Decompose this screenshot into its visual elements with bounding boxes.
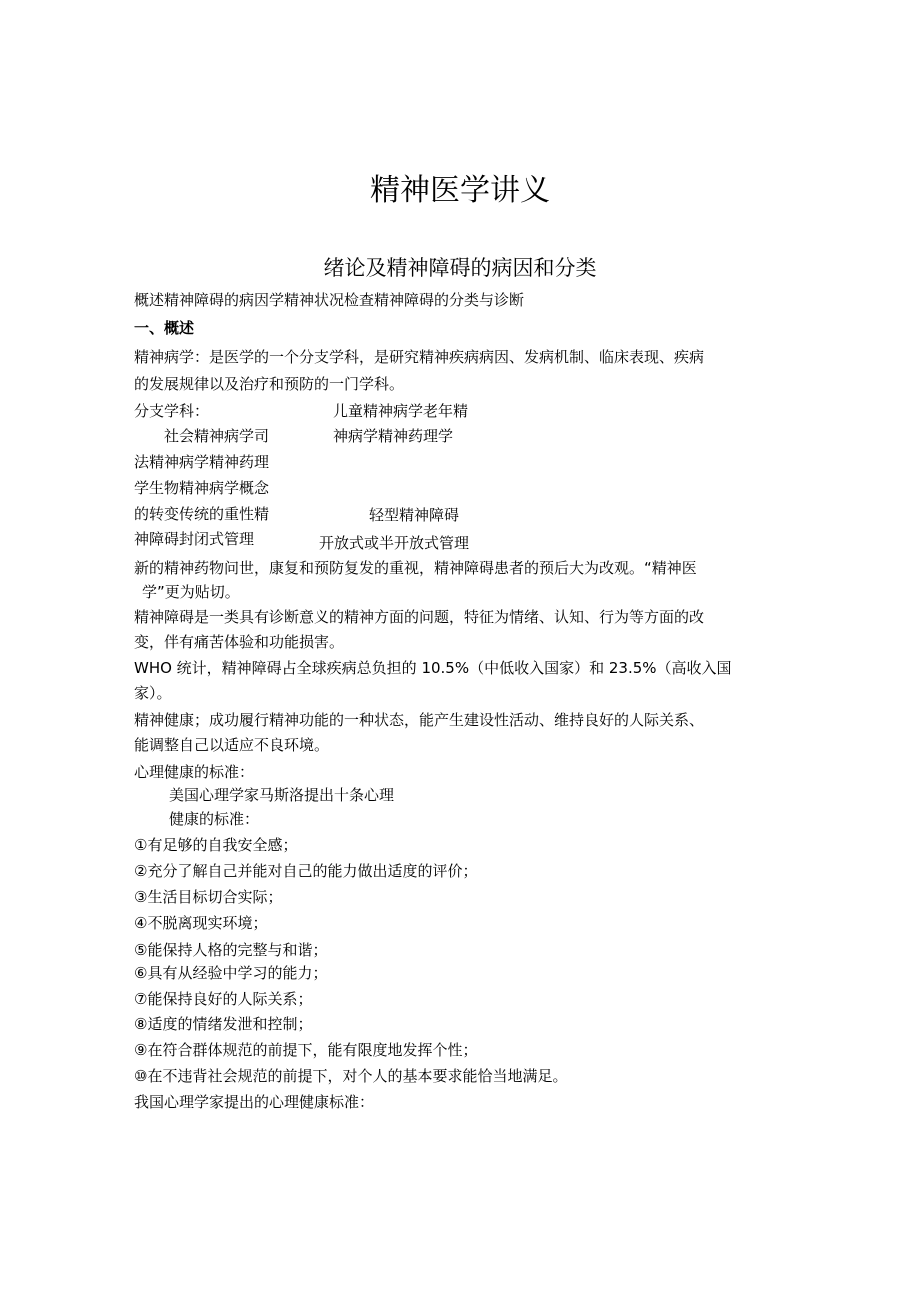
definition-line-1: 精神病学：是医学的一个分支学科，是研究精神疾病病因、发病机制、临床表现、疾病 — [134, 348, 705, 366]
subdiscipline-text-c: 神病学精神药理学 — [333, 427, 454, 445]
subdiscipline-text-i: 开放式或半开放式管理 — [319, 534, 470, 552]
subdiscipline-text-e: 学生物精神病学概念 — [134, 479, 270, 497]
standards-label: 心理健康的标准： — [134, 763, 255, 781]
criteria-item: ⑩在不违背社会规范的前提下，对个人的基本要求能恰当地满足。 — [134, 1067, 568, 1085]
criteria-item: ②充分了解自己并能对自己的能力做出适度的评价； — [134, 862, 478, 880]
criteria-item: ③生活目标切合实际； — [134, 888, 283, 906]
criteria-item: ⑨在符合群体规范的前提下，能有限度地发挥个性； — [134, 1041, 478, 1059]
subdiscipline-text-h: 神障碍封闭式管理 — [134, 530, 255, 548]
new-drugs-line-2: 学”更为贴切。 — [142, 583, 240, 601]
criteria-item: ④不脱离现实环境； — [134, 914, 268, 932]
maslow-line-1: 美国心理学家马斯洛提出十条心理 — [169, 786, 395, 804]
new-drugs-line-1: 新的精神药物问世，康复和预防复发的重视，精神障碍患者的预后大为改观。“精神医 — [134, 559, 697, 577]
criteria-item: ①有足够的自我安全感； — [134, 836, 298, 854]
maslow-line-2: 健康的标准： — [169, 810, 260, 828]
mental-health-line-1: 精神健康；成功履行精神功能的一种状态，能产生建设性活动、维持良好的人际关系、 — [134, 711, 705, 729]
criteria-item: ⑥具有从经验中学习的能力； — [134, 964, 328, 982]
definition-line-2: 的发展规律以及治疗和预防的一门学科。 — [134, 375, 405, 393]
who-stat-line-2: 家）。 — [134, 684, 172, 702]
criteria-item: ⑧适度的情绪发泄和控制； — [134, 1015, 313, 1033]
subdiscipline-text-g: 轻型精神障碍 — [369, 506, 460, 524]
subdiscipline-text-b: 社会精神病学司 — [164, 427, 270, 445]
mental-disorder-line-1: 精神障碍是一类具有诊断意义的精神方面的问题，特征为情绪、认知、行为等方面的改 — [134, 608, 705, 626]
mental-health-line-2: 能调整自己以适应不良环境。 — [134, 736, 330, 754]
criteria-item: ⑤能保持人格的完整与和谐； — [134, 941, 328, 959]
document-title: 精神医学讲义 — [370, 173, 550, 208]
subdiscipline-text-f: 的转变传统的重性精 — [134, 505, 270, 523]
subdiscipline-text-d: 法精神病学精神药理 — [134, 453, 270, 471]
chapter-overview-line: 概述精神障碍的病因学精神状况检查精神障碍的分类与诊断 — [134, 291, 525, 309]
subdiscipline-text-a: 儿童精神病学老年精 — [333, 402, 469, 420]
china-standards-line: 我国心理学家提出的心理健康标准： — [134, 1093, 375, 1111]
section-heading-overview: 一、概述 — [134, 319, 195, 337]
criteria-item: ⑦能保持良好的人际关系； — [134, 990, 313, 1008]
who-stat-line-1: WHO 统计，精神障碍占全球疾病总负担的 10.5%（中低收入国家）和 23.5%（高收入国 — [134, 659, 732, 677]
mental-disorder-line-2: 变，伴有痛苦体验和功能损害。 — [134, 633, 345, 651]
subdisciplines-label: 分支学科： — [134, 402, 210, 420]
chapter-subtitle: 绪论及精神障碍的病因和分类 — [323, 256, 597, 280]
